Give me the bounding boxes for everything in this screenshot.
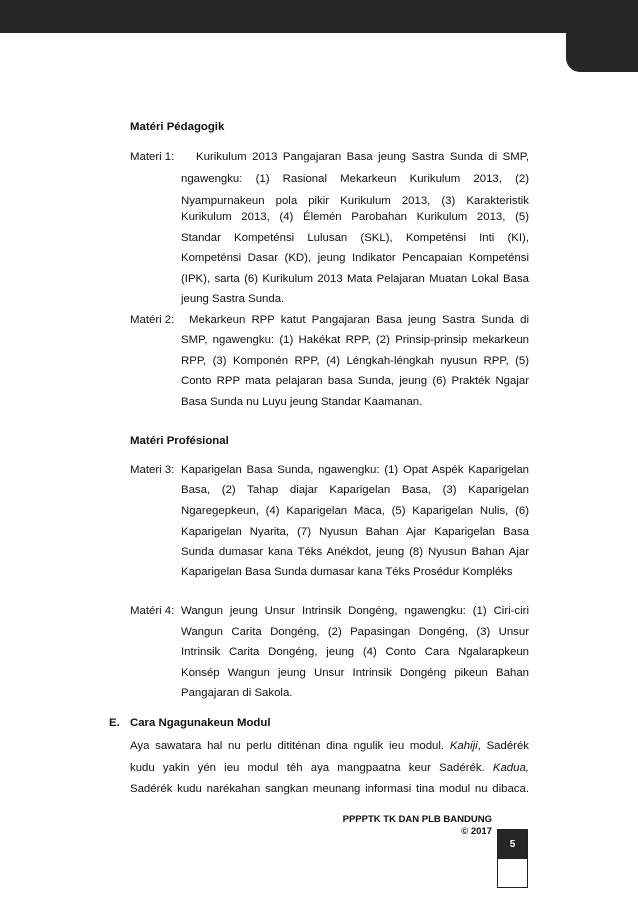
materi-1-line: Kompeténsi Dasar (KD), jeung Indikator Pencapaian Kompeténsi (181, 252, 529, 264)
materi-4-label: Matéri 4: (130, 605, 175, 617)
materi-2-line: Basa Sunda nu Luyu jeung Standar Kaamanan. (181, 396, 423, 408)
materi-2-label: Matéri 2: (130, 314, 175, 326)
materi-1-line: Nyampurnakeun pola pikir Kurikulum 2013, (3) Karakteristik (181, 195, 529, 207)
materi-1-line: jeung Sastra Sunda. (181, 293, 285, 305)
materi-3-line: Kaparigelan Basa Sunda dumasar kana Téks Prosédur Kompléks (181, 566, 513, 578)
text-run: , Sadérék (477, 740, 529, 752)
text-run: Aya sawatara hal nu perlu dititénan dina ngulik ieu modul. (130, 740, 445, 752)
materi-4-line: Konsép Wangun jeung Unsur Intrinsik Dongéng pikeun Bahan (181, 667, 529, 679)
materi-2-line: Mekarkeun RPP katut Pangajaran Basa jeung Sastra Sunda di (189, 314, 529, 326)
section-e-heading (109, 717, 271, 729)
materi-2-line: Conto RPP mata pelajaran basa Sunda, jeung (6) Prakték Ngajar (181, 375, 529, 387)
top-header-bar (0, 0, 638, 33)
materi-1-label: Materi 1: (130, 151, 175, 163)
materi-3-line: Kaparigelan Nyarita, (7) Nyusun Bahan Ajar Kaparigelan Basa (181, 526, 529, 538)
materi-4-line: Pangajaran di Sakola. (181, 687, 293, 699)
emphasis-text: Kahiji (449, 740, 478, 752)
materi-3-line: Kaparigelan Basa Sunda, ngawengku: (1) Opat Aspék Kaparigelan (181, 464, 529, 476)
materi-1-line: Standar Kompeténsi Lulusan (SKL), Kompeténsi Inti (KI), (181, 232, 529, 244)
materi-1-line: ngawengku: (1) Rasional Mekarkeun Kurikulum 2013, (2) (181, 173, 529, 185)
materi-4-line: Wangun Carita Dongéng, (2) Papasingan Dongéng, (3) Unsur (181, 626, 529, 638)
footer-org: PPPPTK TK DAN PLB BANDUNG (342, 814, 492, 825)
materi-3-line: Ngaregepkeun, (4) Kaparigelan Maca, (5) Kaparigelan Nulis, (6) (181, 505, 529, 517)
materi-4-line: Intrinsik Carita Dongéng, jeung (4) Conto Cara Ngalarapkeun (181, 646, 529, 658)
page-number: 5 (498, 830, 527, 859)
materi-3-line: Sunda dumasar kana Téks Anékdot, jeung (8) Nyusun Bahan Ajar (181, 546, 529, 558)
section-letter: E. (109, 717, 120, 729)
materi-1-line: (IPK), sarta (6) Kurikulum 2013 Mata Pelajaran Muatan Lokal Basa (181, 273, 529, 285)
materi-2-line: SMP, ngawengku: (1) Hakékat RPP, (2) Prinsip-prinsip mekarkeun (181, 334, 529, 346)
heading-materi-pedagogik: Matéri Pédagogik (130, 121, 225, 133)
materi-1-line: Kurikulum 2013, (4) Élemén Parobahan Kurikulum 2013, (5) (181, 211, 529, 223)
emphasis-text: Kadua, (492, 762, 529, 774)
section-title: Cara Ngagunakeun Modul (130, 717, 271, 729)
materi-1-line: Kurikulum 2013 Pangajaran Basa jeung Sastra Sunda di SMP, (196, 151, 529, 163)
paragraph-line (130, 762, 529, 774)
materi-4-line: Wangun jeung Unsur Intrinsik Dongéng, ngawengku: (1) Ciri-ciri (181, 605, 529, 617)
page-number-box (497, 829, 528, 888)
paragraph-line (130, 740, 529, 752)
materi-3-line: Basa, (2) Tahap diajar Kaparigelan Basa, (3) Kaparigelan (181, 484, 529, 496)
text-run: kudu yakin yén ieu modul téh aya mangpaatna keur Sadérék. (130, 762, 485, 774)
top-corner-tab (566, 0, 638, 72)
heading-materi-profesional: Matéri Profésional (130, 435, 229, 447)
materi-2-line: RPP, (3) Komponén RPP, (4) Léngkah-léngkah nyusun RPP, (5) (181, 355, 529, 367)
materi-3-label: Materi 3: (130, 464, 175, 476)
paragraph-line: Sadérék kudu narékahan sangkan meunang informasi tina modul nu dibaca. (130, 783, 529, 795)
footer-copyright: © 2017 (461, 826, 492, 837)
